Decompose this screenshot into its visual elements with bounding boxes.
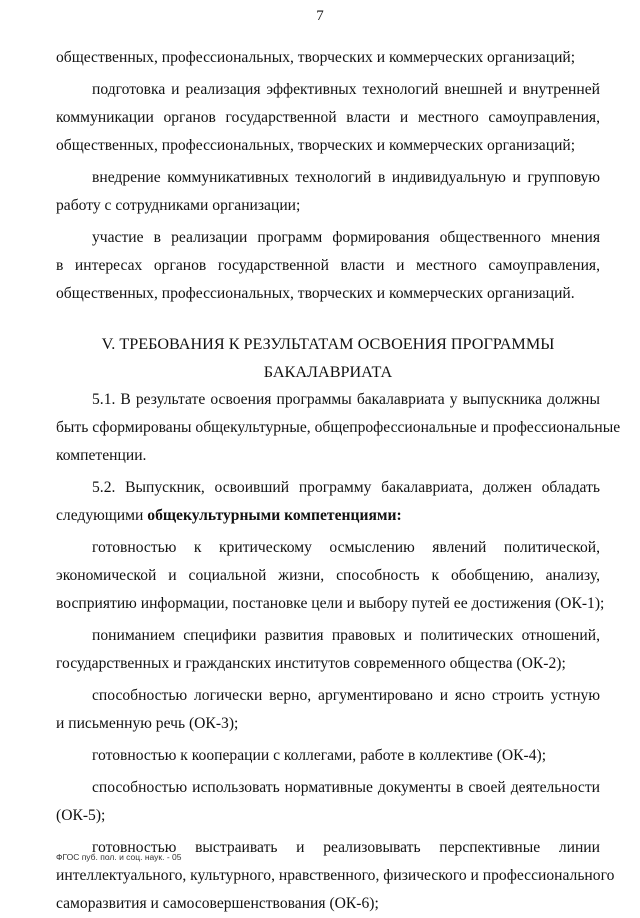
text-line: и письменную речь (ОК-3); <box>56 715 239 732</box>
text-line: внедрение коммуникативных технологий в индивидуальную и групповую <box>92 169 600 186</box>
page-number: 7 <box>316 8 324 24</box>
text-line: подготовка и реализация эффективных технологий внешней и внутренней <box>92 81 600 98</box>
text-line: государственных и гражданских институтов современного общества (ОК-2); <box>56 655 566 672</box>
text-line: в интересах органов государственной власти и местного самоуправления, <box>56 257 600 274</box>
text-line: саморазвития и самосовершенствования (ОК-6); <box>56 895 379 912</box>
section-title: БАКАЛАВРИАТА <box>263 363 393 381</box>
page-footer: ФГОС пуб. пол. и соц. наук. - 05 <box>56 852 182 862</box>
text-line: пониманием специфики развития правовых и политических отношений, <box>92 627 600 644</box>
text-line: восприятию информации, постановке цели и выбору путей ее достижения (ОК-1); <box>56 595 605 612</box>
bold-text: общекультурными компетенциями: <box>147 507 402 524</box>
text-line: общественных, профессиональных, творческих и коммерческих организаций; <box>56 49 576 66</box>
text-line: способностью использовать нормативные документы в своей деятельности <box>92 779 600 796</box>
text-line: интеллектуального, культурного, нравственного, физического и профессионального <box>56 867 615 884</box>
text-line: общественных, профессиональных, творческих и коммерческих организаций. <box>56 285 575 302</box>
text-line: общественных, профессиональных, творческих и коммерческих организаций; <box>56 137 576 154</box>
text-line: готовностью к кооперации с коллегами, работе в коллективе (ОК-4); <box>92 747 547 764</box>
text-line: работу с сотрудниками организации; <box>56 197 301 214</box>
text-line: готовностью выстраивать и реализовывать перспективные линии <box>92 839 600 856</box>
section-title: V. ТРЕБОВАНИЯ К РЕЗУЛЬТАТАМ ОСВОЕНИЯ ПРОГРАММЫ <box>101 335 555 353</box>
text-line: участие в реализации программ формирования общественного мнения <box>92 229 600 246</box>
text-line: компетенции. <box>56 447 147 464</box>
text-line: готовностью к критическому осмыслению явлений политической, <box>92 539 600 556</box>
text-line: (ОК-5); <box>56 807 106 824</box>
document-body <box>56 44 621 918</box>
text-line <box>56 502 600 530</box>
text-line: коммуникации органов государственной власти и местного самоуправления, <box>56 109 600 126</box>
text-run: следующими <box>56 507 148 524</box>
text-line: способностью логически верно, аргументировано и ясно строить устную <box>92 687 600 704</box>
text-line: 5.1. В результате освоения программы бакалавриата у выпускника должны <box>92 391 600 408</box>
text-line: быть сформированы общекультурные, общепрофессиональные и профессиональные <box>56 419 621 436</box>
text-line: 5.2. Выпускник, освоивший программу бакалавриата, должен обладать <box>92 479 600 496</box>
text-line: экономической и социальной жизни, способность к обобщению, анализу, <box>56 567 600 584</box>
